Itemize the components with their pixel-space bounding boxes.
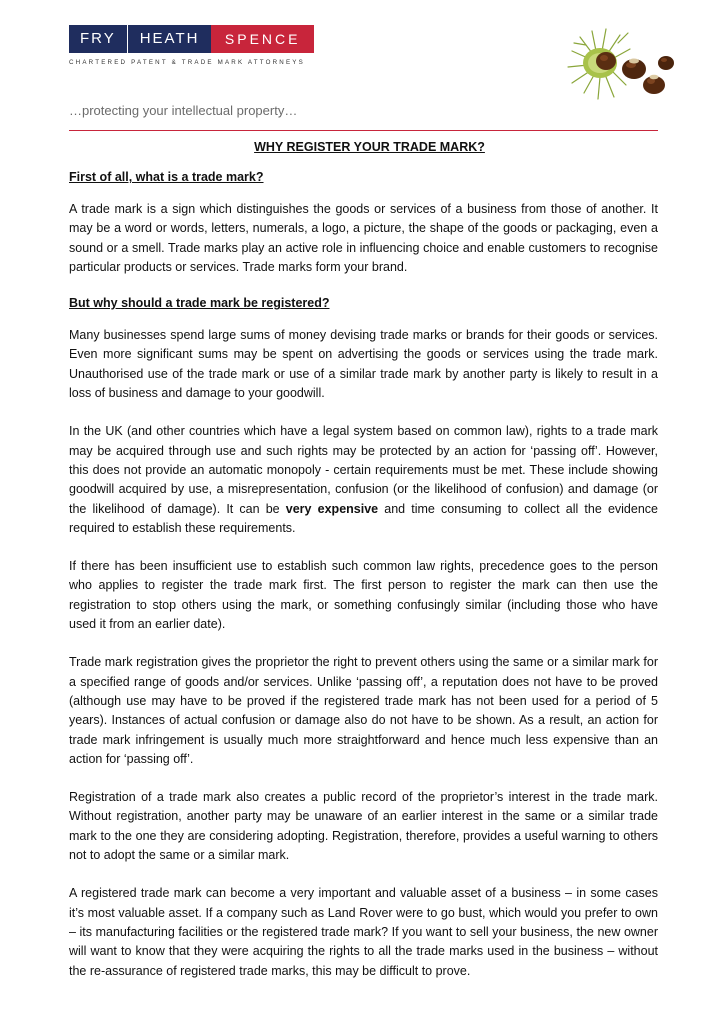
logo-word-spence: SPENCE [211,25,314,53]
section-heading-what-is: First of all, what is a trade mark? [69,170,264,184]
logo-word-fry: FRY [69,25,128,53]
paragraph-definition: A trade mark is a sign which distinguishes the goods or services of a business from those of another. It may be a word or words, letters, numerals, a logo, a picture, the shape of the goods or packaging, even a sound or a smell. Trade marks play an active role in influencing choice and enable customers to recognise particular products or services. Trade marks form your brand. [69,202,658,274]
paragraph-passing-off [69,422,658,538]
document-body [69,140,658,981]
passing-off-text-2: and time consuming to collect all the evidence required to establish these requirements. [69,501,658,535]
chestnut-icon [562,23,677,107]
paragraph-valuable-asset: A registered trade mark can become a very important and valuable asset of a business – in some cases it’s most valuable asset. If a company such as Land Rover were to go bust, which would you prefer to own – its manufacturing facilities or the registered trade mark? If you want to sell your business, the new owner will want to know that they were acquiring the rights to all the trade marks used in the business – without the re-assurance of registered trade marks, this may be difficult to prove. [69,886,658,978]
header-divider [69,130,658,131]
paragraph-registration-rights: Trade mark registration gives the proprietor the right to prevent others using the same or a similar mark for a specified range of goods and/or services. Unlike ‘passing off’, a reputation does not have to be proved (although use may have to be proved if the registered trade mark has not been used for a period of 5 years). Instances of actual confusion or damage also do not have to be shown. As a result, an action for trade mark infringement is usually much more straightforward and hence much less expensive than an action for ‘passing off’. [69,655,658,766]
section-heading-why-register: But why should a trade mark be registered? [69,296,330,311]
paragraph-business-spend: Many businesses spend large sums of money devising trade marks or brands for their goods or services. Even more significant sums may be spent on advertising the goods or services using the trade mark. Unauthorised use of the trade mark or use of a similar trade mark by another party is likely to result in a loss of business and damage to your goodwill. [69,328,658,401]
paragraph-precedence: If there has been insufficient use to establish such common law rights, precedence goes to the person who applies to register the trade mark first. The first person to register the mark can then use the registration to stop others using the mark, or something confusingly similar (including those who have used it from an earlier date). [69,559,658,632]
logo-word-heath: HEATH [128,25,212,53]
logo-bar [69,25,314,53]
emphasis-very-expensive: very expensive [285,501,379,516]
logo-subtitle: CHARTERED PATENT & TRADE MARK ATTORNEYS [69,59,305,66]
company-logo [69,25,314,66]
tagline: …protecting your intellectual property… [69,103,298,118]
document-title: WHY REGISTER YOUR TRADE MARK? [254,140,485,154]
passing-off-text-1: In the UK (and other countries which have a legal system based on common law), rights to a trade mark may be acquired through use and such rights may be protected by an action for ‘passing off’. However, this does not provide an automatic monopoly - certain requirements must be met. These include showing goodwill acquired by use, a misrepresentation, confusion (or the likelihood of confusion) and damage (or the likelihood of damage). It can be [69,424,658,516]
paragraph-public-record: Registration of a trade mark also creates a public record of the proprietor’s interest in the trade mark. Without registration, another party may be unaware of an earlier interest in the same or a similar trade mark to the one they are considering adopting. Registration, therefore, provides a useful warning to others not to adopt the same or a similar mark. [69,790,658,863]
